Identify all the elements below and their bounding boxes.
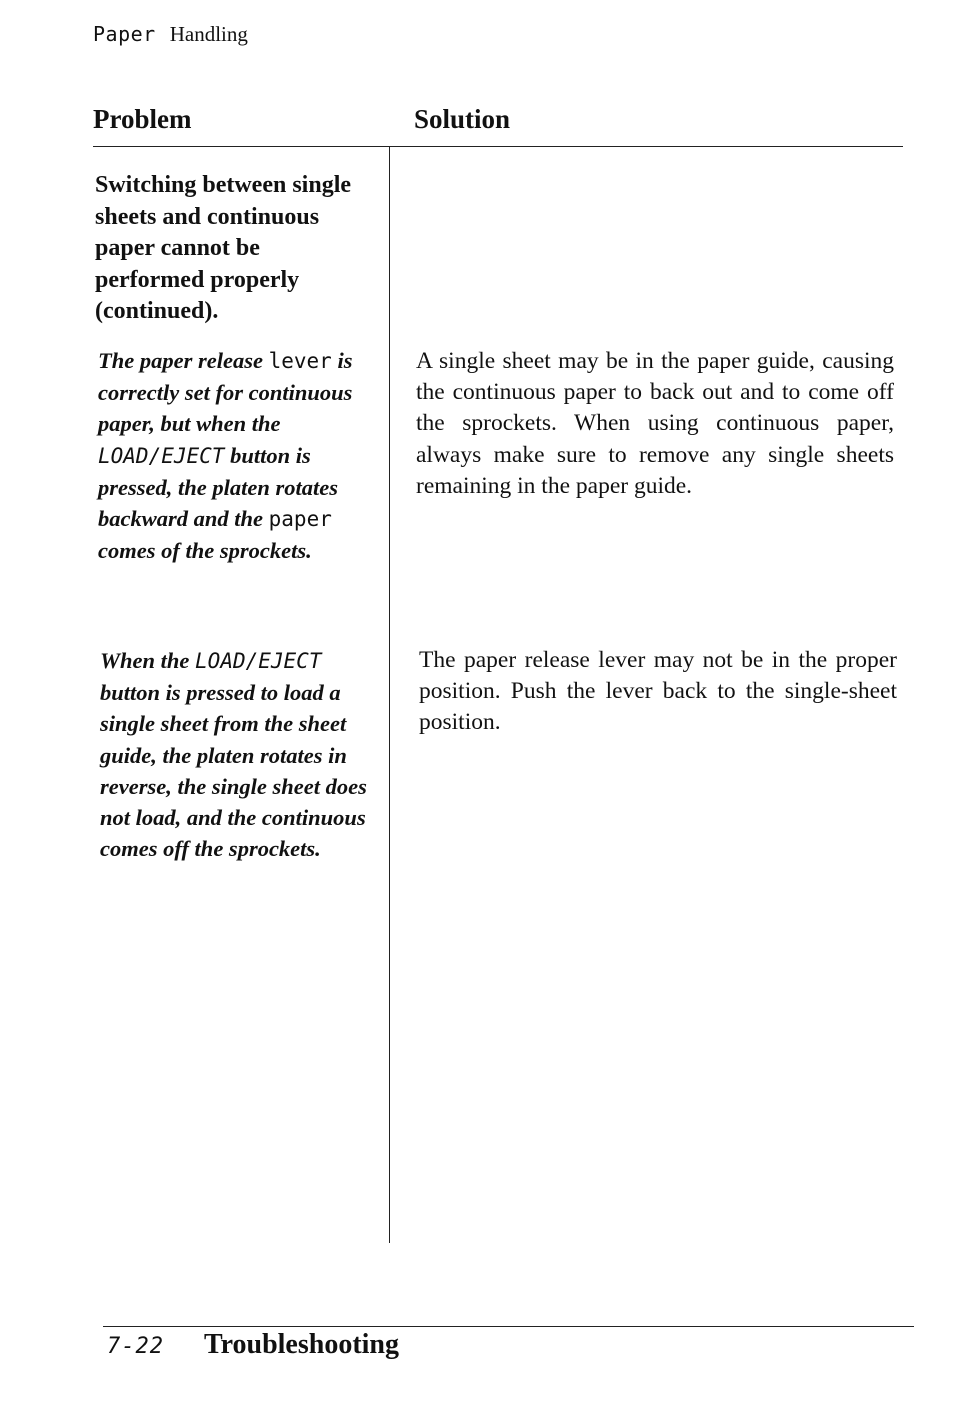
- problem-1-text-c: button is pressed, the platen rotates backward and the: [98, 442, 338, 532]
- running-head: [93, 22, 248, 47]
- chapter-title: Troubleshooting: [203, 1329, 399, 1360]
- page-footer: [107, 1329, 399, 1361]
- column-divider: [389, 147, 390, 1243]
- problem-2-text-b: button is pressed to load a single sheet from the sheet guide, the platen rotates in reverse, the single sheet does not load, and the continuous: [100, 680, 367, 831]
- problem-text-1: [98, 345, 378, 566]
- solution-column-heading: Solution: [414, 104, 511, 134]
- solution-text-2: The paper release lever may not be in the proper position. Push the lever back to the single-sheet position.: [419, 647, 897, 736]
- page-number: 7-22: [107, 1334, 164, 1359]
- problem-1-mono-a: lever: [268, 349, 332, 373]
- solution-text-1: A single sheet may be in the paper guide, causing the continuous paper to back out and to come off the sprockets. When using continuous paper, always make sure to remove any single sheets remaining in the paper guide.: [416, 348, 894, 499]
- problem-text-2: [100, 645, 380, 864]
- problem-2-text-c: comes off the sprockets.: [100, 836, 321, 862]
- running-head-subsection: Handling: [169, 22, 248, 46]
- running-head-section: Paper: [93, 22, 156, 46]
- problem-1-text-b: is correctly set for continuous paper, but when the: [98, 348, 353, 437]
- problem-2-mono-a: LOAD/EJECT: [195, 649, 322, 673]
- problem-2-text-a: When the: [100, 648, 190, 673]
- problem-column-heading: Problem: [93, 104, 192, 134]
- continued-problem-heading: Switching between single sheets and continuous paper cannot be performed properly (continued).: [95, 172, 352, 324]
- heading-rule: [93, 146, 903, 147]
- problem-1-text-d: comes of the sprockets.: [98, 538, 312, 564]
- problem-1-mono-c: paper: [268, 507, 332, 532]
- footer-rule: [103, 1326, 914, 1327]
- problem-1-mono-b: LOAD/EJECT: [98, 443, 225, 468]
- problem-1-text-a: The paper release: [98, 348, 263, 373]
